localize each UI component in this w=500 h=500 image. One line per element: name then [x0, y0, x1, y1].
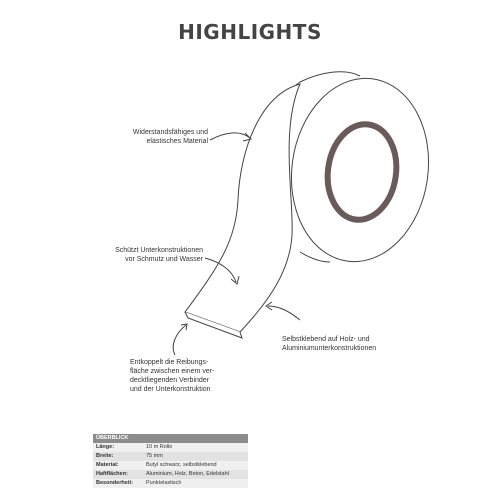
overview-row — [93, 470, 248, 479]
label-selfadhesive: Selbstklebend auf Holz- und Aluminiumunterkonstruktionen — [282, 336, 377, 352]
label-protection: Schützt Unterkonstruktionen vor Schmutz und Wasser — [115, 247, 203, 263]
overview-key: Breite: — [96, 453, 114, 459]
arrow-1 — [210, 133, 250, 140]
overview-value: 75 mm — [146, 453, 163, 459]
arrow-3 — [268, 306, 300, 320]
overview-table — [93, 434, 248, 488]
tape-strip — [185, 84, 300, 332]
overview-key: Länge: — [96, 444, 115, 450]
overview-value: Butyl schwarz, selbstklebend — [146, 462, 217, 468]
overview-row — [93, 443, 248, 452]
overview-value: 10 m Rolle — [146, 444, 173, 450]
overview-row — [93, 479, 248, 488]
overview-value: Aluminium, Holz, Beton, Edelstahl — [146, 471, 229, 477]
arrow-4 — [173, 325, 186, 355]
overview-header: ÜBERBLICK — [93, 434, 248, 443]
page-title: HIGHLIGHTS — [178, 20, 322, 44]
overview-row — [93, 452, 248, 461]
overview-key: Material: — [96, 462, 119, 468]
overview-key: Besonderheit: — [96, 480, 133, 486]
overview-rows — [93, 443, 248, 488]
overview-value: Punktelastisch — [146, 480, 182, 486]
overview-key: Haftflächen: — [96, 471, 128, 477]
label-decoupling: Entkoppelt die Reibungs- fläche zwischen einem ver- decktliegenden Verbinder und der Unterkonstruktion — [130, 359, 215, 393]
overview-row — [93, 461, 248, 470]
label-material: Widerstandsfähiges und elastisches Material — [132, 129, 208, 145]
